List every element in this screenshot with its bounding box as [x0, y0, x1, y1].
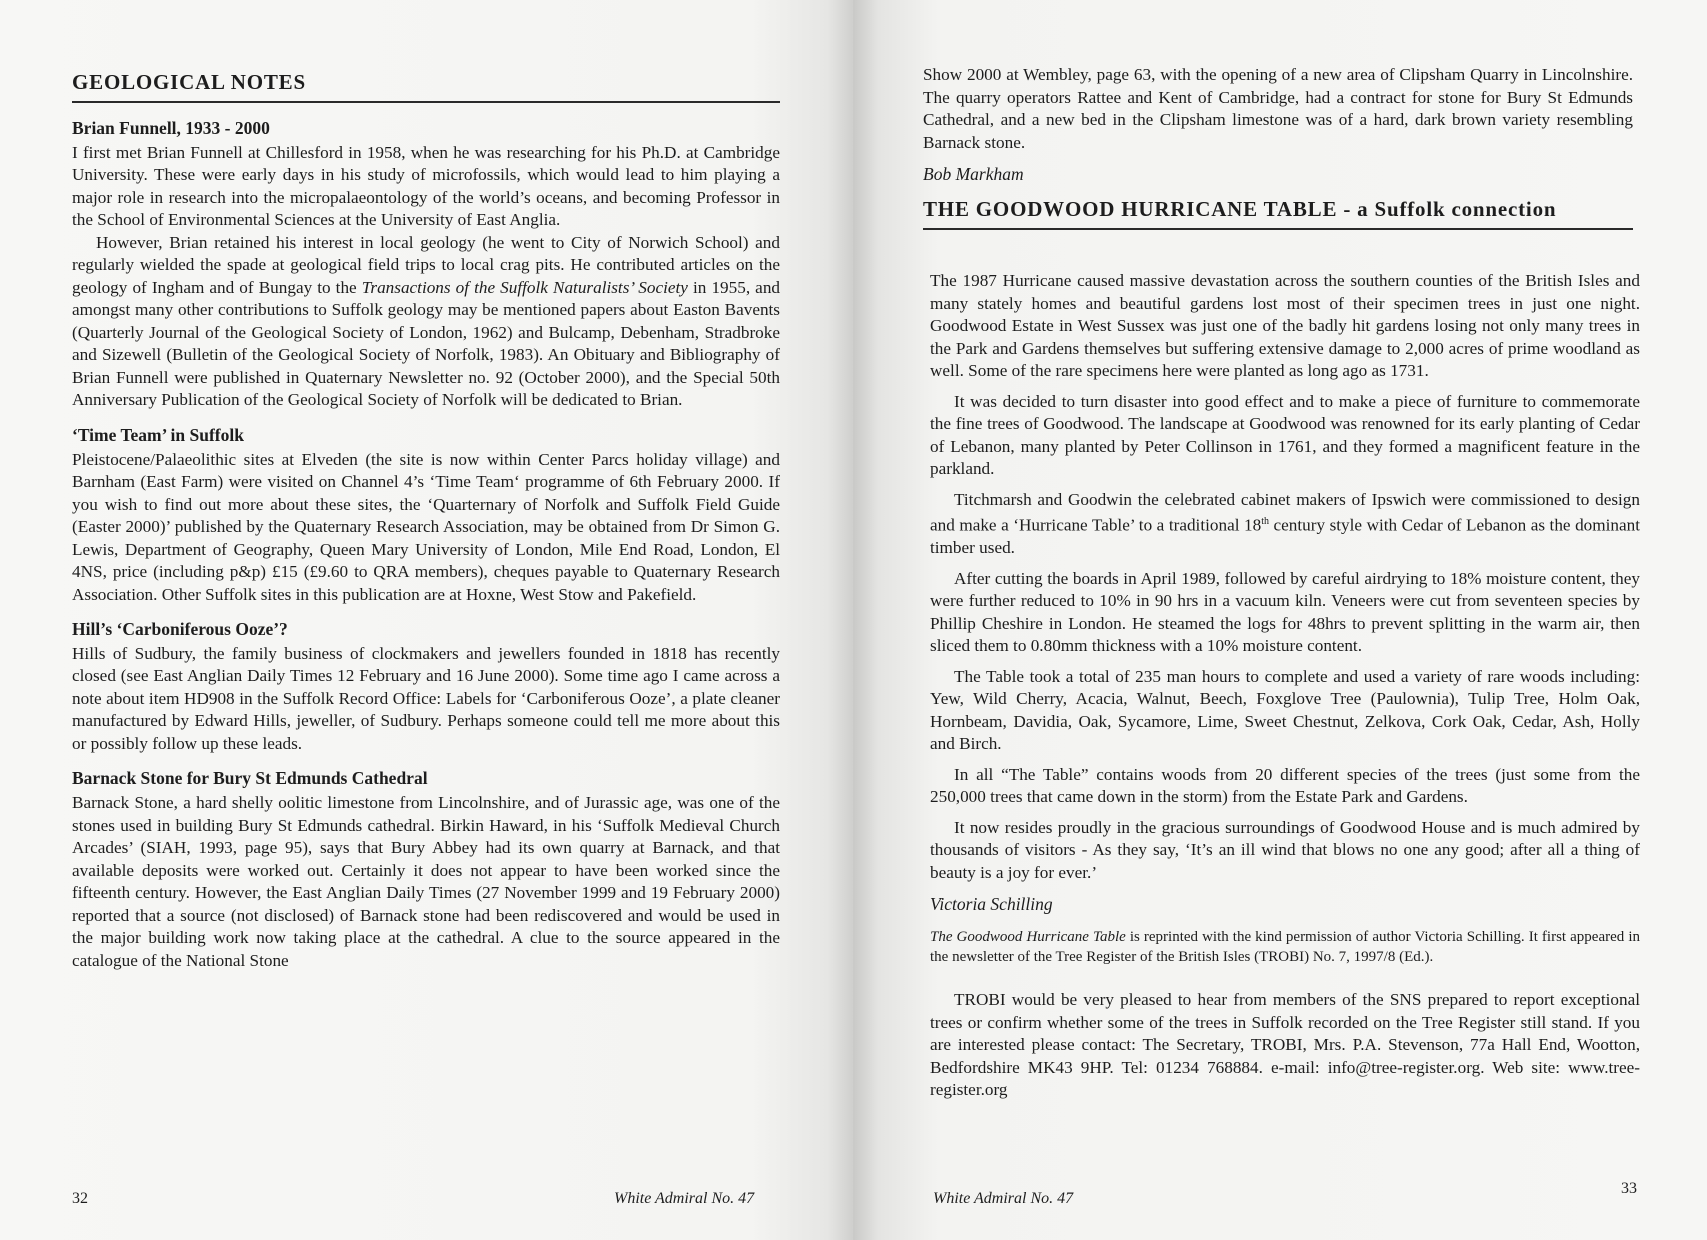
- paragraph: TROBI would be very pleased to hear from members of the SNS prepared to report exceptional trees or confirm whether some of the trees in Suffolk recorded on the Tree Register still stand. If you are interested please contact: The Secretary, TROBI, Mrs. P.A. Stevenson, 77a Hall End, Wootton, Bedfordshire MK43 9HP. Tel: 01234 768884. e-mail: info@tree-register.org. Web site: www.tree-register.org: [930, 990, 1640, 1100]
- page-number-right: 33: [1621, 1180, 1637, 1197]
- article-brian-funnell: [72, 117, 780, 412]
- goodwood-article: [930, 270, 1640, 1102]
- paragraph: After cutting the boards in April 1989, followed by careful airdrying to 18% moisture content, they were further reduced to 10% in 90 hrs in a vacuum kiln. Veneers were cut from seventeen species by Phillip Cheshire in London. He steamed the logs for 48hrs to prevent splitting in the warm air, then sliced them to 0.80mm thickness with a 10% moisture content.: [930, 568, 1640, 656]
- text-run: is reprinted with the kind permission of author Victoria Schilling. It first appeared in the newsletter of the Tree Register of the British Isles (TROBI) No. 7, 1997/8 (Ed.).: [930, 929, 1640, 966]
- article-heading: ‘Time Team’ in Suffolk: [72, 424, 244, 445]
- italic-title: The Goodwood Hurricane Table: [930, 929, 1126, 946]
- superscript: th: [1261, 516, 1269, 527]
- paragraph: Show 2000 at Wembley, page 63, with the opening of a new area of Clipsham Quarry in Lincolnshire. The quarry operators Rattee and Kent of Cambridge, had a contract for stone for Bury St Edmunds Cathedral, and a new bed in the Clipsham limestone was of a hard, dark brown variety resembling Barnack stone.: [923, 65, 1633, 152]
- paragraph: It was decided to turn disaster into good effect and to make a piece of furniture to commemorate the fine trees of Goodwood. The landscape at Goodwood was renowned for its early planting of Cedar of Lebanon, many planted by Peter Collinson in 1761, and they formed a magnificent feature in the parkland.: [930, 391, 1640, 478]
- paragraph: [72, 232, 780, 412]
- paragraph: It now resides proudly in the gracious surroundings of Goodwood House and is much admired by thousands of visitors - As they say, ‘It’s an ill wind that blows no one any good; after all a thing of beauty is a joy for ever.’: [930, 817, 1640, 882]
- left-column: [72, 70, 780, 972]
- left-page: [0, 0, 853, 1240]
- right-page: [853, 0, 1707, 1240]
- text-run: Titchmarsh and Goodwin the celebrated cabinet makers of Ipswich were commissioned to design and make a ‘Hurricane Table’ to a traditional 18: [930, 489, 1640, 535]
- paragraph: Hills of Sudbury, the family business of clockmakers and jewellers founded in 1818 has recently closed (see East Anglian Daily Times 12 February and 16 June 2000). Some time ago I came across a note about item HD908 in the Suffolk Record Office: Labels for ‘Carboniferous Ooze’, a plate cleaner manufactured by Edward Hills, jeweller, of Sudbury. Perhaps someone could tell me more about this or possibly follow up these leads.: [72, 643, 780, 753]
- paragraph: [930, 489, 1640, 560]
- text-run: However, Brian retained his interest in local geology (he went to City of Norwich School) and regularly wielded the spade at geological field trips to local crag pits. He contributed articles on the geology of Ingham and of Bungay to the: [72, 232, 780, 297]
- paragraph: Pleistocene/Palaeolithic sites at Elveden (the site is now within Center Parcs holiday village) and Barnham (East Farm) were visited on Channel 4’s ‘Time Team‘ programme of 6th February 2000. If you wish to find out more about these sites, the ‘Quarternary of Norfolk and Suffolk Field Guide (Easter 2000)’ published by the Quaternary Research Association, may be obtained from Dr Simon G. Lewis, Department of Geography, Queen Mary University of London, Mile End Road, London, El 4NS, price (including p&p) £15 (£9.60 to QRA members), cheques payable to Quaternary Research Association. Other Suffolk sites in this publication are at Hoxne, West Stow and Pakefield.: [72, 449, 780, 604]
- section-title-goodwood: THE GOODWOOD HURRICANE TABLE - a Suffolk connection: [923, 197, 1633, 230]
- page-number-left: 32: [72, 1190, 88, 1207]
- author-signature: Victoria Schilling: [930, 894, 1053, 915]
- text-run: century style with Cedar of Lebanon as the dominant timber used.: [930, 515, 1641, 558]
- article-time-team: [72, 424, 780, 606]
- text-run: in 1955, and amongst many other contributions to Suffolk geology may be mentioned papers about Easton Bavents (Quarterly Journal of the Geological Society of London, 1962) and Bulcamp, Debenham, Stradbroke and Sizewell (Bulletin of the Geological Society of Norfolk, 1983). An Obituary and Bibliography of Brian Funnell were published in Quaternary Newsletter no. 92 (October 2000), and the Special 50th Anniversary Publication of the Geological Society of Norfolk will be dedicated to Brian.: [72, 277, 781, 410]
- journal-footer-left: White Admiral No. 47: [614, 1190, 755, 1207]
- paragraph: I first met Brian Funnell at Chillesford in 1958, when he was researching for his Ph.D. at Cambridge University. These were early days in his study of microfossils, which would lead to him playing a major role in research into the micropalaeontology of the world’s oceans, and becoming Professor in the School of Environmental Sciences at the University of East Anglia.: [72, 142, 780, 230]
- article-heading: Hill’s ‘Carboniferous Ooze’?: [72, 619, 288, 640]
- author-signature: Bob Markham: [923, 164, 1024, 184]
- section-title-geological-notes: GEOLOGICAL NOTES: [72, 70, 780, 103]
- article-carboniferous-ooze: [72, 618, 780, 755]
- article-heading: Brian Funnell, 1933 - 2000: [72, 118, 270, 139]
- continuation-block: [923, 64, 1633, 244]
- reprint-note: [930, 927, 1640, 967]
- italic-title: Transactions of the Suffolk Naturalists’ Society: [361, 277, 688, 297]
- article-barnack-stone: [72, 767, 780, 972]
- journal-footer-right: White Admiral No. 47: [933, 1190, 1074, 1207]
- paragraph: The Table took a total of 235 man hours to complete and used a variety of rare woods including: Yew, Wild Cherry, Acacia, Walnut, Beech, Foxglove Tree (Paulownia), Tulip Tree, Holm Oak, Hornbeam, Davidia, Oak, Sycamore, Lime, Sweet Chestnut, Zelkova, Cork Oak, Cedar, Ash, Holly and Birch.: [930, 666, 1640, 754]
- paragraph: The 1987 Hurricane caused massive devastation across the southern counties of the British Isles and many stately homes and beautiful gardens lost most of their specimen trees in just one night. Goodwood Estate in West Sussex was just one of the badly hit gardens losing not only many trees in the Park and Gardens themselves but suffering extensive damage to 2,000 acres of prime woodland as well. Some of the rare specimens here were planted as long ago as 1731.: [930, 271, 1640, 380]
- paragraph: In all “The Table” contains woods from 20 different species of the trees (just some from the 250,000 trees that came down in the storm) from the Estate Park and Gardens.: [930, 764, 1640, 807]
- article-heading: Barnack Stone for Bury St Edmunds Cathedral: [72, 768, 428, 789]
- paragraph: Barnack Stone, a hard shelly oolitic limestone from Lincolnshire, and of Jurassic age, was one of the stones used in building Bury St Edmunds cathedral. Birkin Haward, in his ‘Suffolk Medieval Church Arcades’ (SIAH, 1993, page 95), says that Bury Abbey had its own quarry at Barnack, and that available deposits were worked out. Certainly it does not appear to have been worked since the fifteenth century. However, the East Anglian Daily Times (27 November 1999 and 19 February 2000) reported that a source (not disclosed) of Barnack stone had been rediscovered and would be used in the major building work now taking place at the cathedral. A clue to the source appeared in the catalogue of the National Stone: [72, 793, 780, 970]
